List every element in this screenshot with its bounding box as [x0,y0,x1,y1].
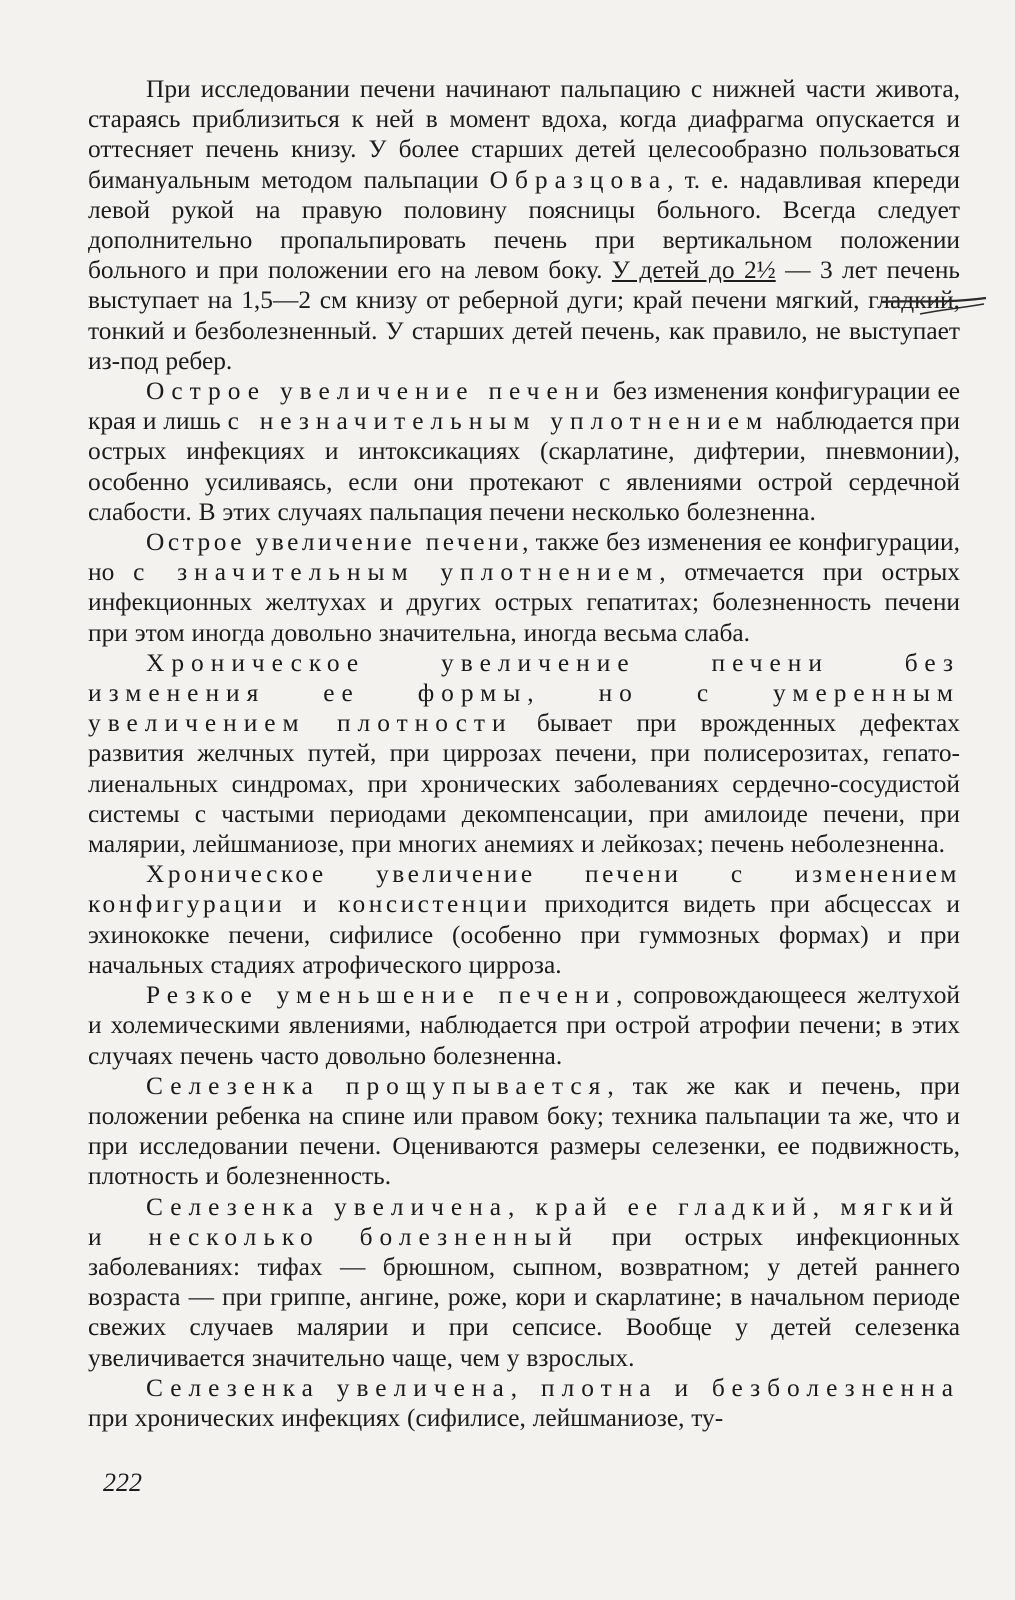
pen-mark [880,290,990,320]
paragraph-text: без изменения конфигурации ее края и лишь [88,377,961,436]
emphasized-text: Резкое уменьшение печени [146,981,617,1010]
paragraph-text: — 3 лет печень выступает на 1,5—2 см книзу от реберной дуги; край печени мягкий, гладкий, тонкий и безболезненный. У старших детей печень, как правило, не выступает из-под ребер. [88,256,961,375]
emphasized-text: с незначительным уплотнением [227,407,770,436]
paragraph-text: , также без изменения ее конфигурации, но [88,528,960,587]
emphasized-text: Селезенка увеличена, плотна и безболезненна [146,1373,960,1402]
emphasized-text: Образцова [489,165,668,194]
paragraph-text: При исследовании печени начинают пальпацию с нижней части живота, стараясь приблизиться к ней в момент вдоха, когда диафрагма опускается и оттесняет печень книзу. У более старших детей целесообразно пользоваться бимануальным методом пальпации [88,75,960,194]
paragraph-text: при острых инфекционных заболеваниях: тифах — брюшном, сыпном, возвратном; у детей раннего возраста — при гриппе, ангине, роже, кори и скарлатине; в начальном периоде свежих случаев малярии и при сепсисе. Вообще у детей селезенка увеличивается значительно чаще, чем у взрослых. [88,1222,960,1372]
page-number: 222 [103,1468,142,1497]
paragraph [88,74,960,376]
paragraph-text: , т. е. надавливая кпереди левой рукой на правую половину поясницы больного. Всегда следует дополнительно пропальпировать печень при вертикальном положении больного и при положении его на левом боку. [88,165,960,285]
emphasized-text: с значительным уплотнением [133,558,660,587]
emphasized-text: Острое увеличение печени [146,528,523,557]
paragraph [88,376,960,527]
paragraph-text: наблюдается при острых инфекциях и интоксикациях (скарлатине, дифтерии, пневмонии), особенно усиливаясь, если они протекают с явлениями острой сердечной слабости. В этих случаях пальпация печени несколько болезненна. [88,407,960,526]
emphasized-text: У детей до 2½ [611,256,776,285]
paragraph-text: , отмечается при острых инфекционных желтухах и других острых гепатитах; болезненность печени при этом иногда довольно значительна, иногда весьма слаба. [88,558,960,647]
paragraph [88,980,960,1071]
paragraph [88,1373,960,1433]
paragraph [88,859,960,980]
paragraph-text: приходится видеть при абсцессах и эхинококке печени, сифилисе (особенно при гуммозных формах) и при начальных стадиях атрофического цирроза. [88,890,960,979]
paragraph-text: при хронических инфекциях (сифилисе, лейшманиозе, ту- [88,1403,724,1432]
emphasized-text: Хроническое увеличение печени без изменения ее формы, но с умеренным увеличением плотности [88,648,960,738]
paragraph [88,648,960,859]
paragraph-text: бывает при врожденных дефектах развития желчных путей, при циррозах печени, при полисерозитах, гепато-лиенальных синдромах, при хронических заболеваниях сердечно-сосудистой системы с частыми периодами декомпенсации, при амилоиде печени, при малярии, лейшманиозе, при многих анемиях и лейкозах; печень неболезненна. [88,709,960,859]
emphasized-text: Хроническое увеличение печени с изменением конфигурации и консистенции [88,860,960,919]
paragraph-text: , так же как и печень, при положении ребенка на спине или правом боку; техника пальпации та же, что и при исследовании печени. Оцениваются размеры селезенки, ее подвижность, плотность и болезненность. [88,1071,960,1191]
emphasized-text: Острое увеличение печени [146,377,606,406]
paragraph-text: , сопровождающееся желтухой и холемическими явлениями, наблюдается при острой атрофии печени; в этих случаях печень часто довольно болезненна. [88,981,960,1070]
paragraph [88,527,960,648]
paragraph [88,1071,960,1192]
emphasized-text: Селезенка прощупывается [146,1071,608,1100]
paragraph [88,1192,960,1373]
page-body [88,74,960,1433]
emphasized-text: Селезенка увеличена, край ее гладкий, мягкий и несколько болезненный [88,1192,960,1251]
